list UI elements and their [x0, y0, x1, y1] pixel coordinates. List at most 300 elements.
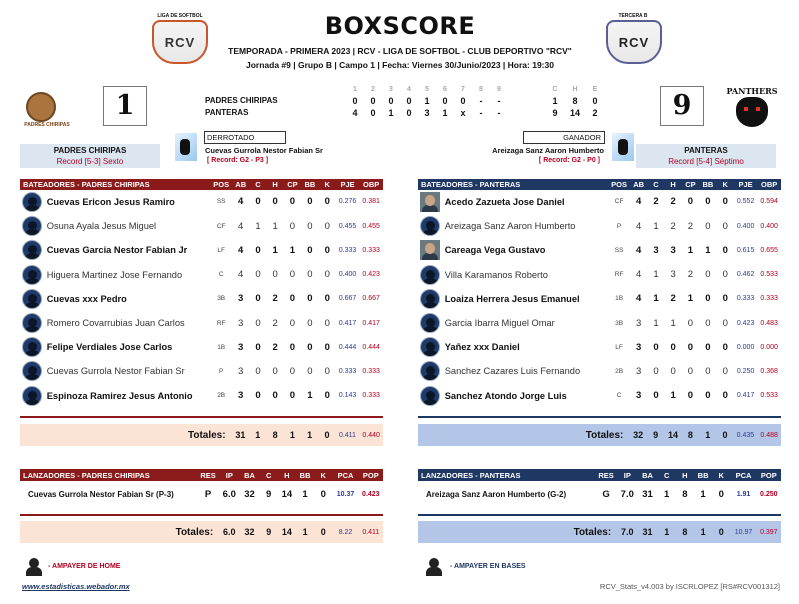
stat-pje: 0.615 [734, 238, 758, 262]
home-batting-divider [418, 416, 781, 418]
player-avatar-icon [22, 240, 42, 260]
stat-cp: 0 [284, 263, 301, 287]
inning-number: 1 [353, 86, 357, 93]
inning-runs: 1 [442, 108, 448, 118]
league-logo-right [606, 20, 662, 64]
stat-h: 1 [267, 214, 284, 238]
player-avatar-icon [22, 386, 42, 406]
stat-cp: 0 [682, 384, 699, 408]
column-header: K [722, 180, 728, 189]
stat-h: 1 [665, 311, 682, 335]
stat-h: 2 [665, 287, 682, 311]
stat-cp: 2 [682, 214, 699, 238]
total-ab: 31 [235, 430, 246, 440]
stat-obp: 0.333 [757, 287, 781, 311]
inning-number: 9 [497, 86, 501, 93]
total-bb: 1 [705, 430, 711, 440]
pitcher-name: Areizaga Sanz Aaron Humberto (G-2) [426, 489, 567, 499]
loser-pitcher-icon [175, 133, 197, 161]
player-avatar-icon [420, 240, 440, 260]
column-header: PJE [738, 180, 753, 189]
rhe-header: E [592, 86, 598, 93]
stat-bb: 1 [699, 238, 717, 262]
hora: Hora: 19:30 [507, 60, 554, 70]
stat-h: 0 [267, 384, 284, 408]
stat-c: 3 [647, 238, 664, 262]
stat-h: 2 [665, 214, 682, 238]
totals-row [20, 521, 383, 543]
umpire-bases-label: - AMPAYER EN BASES [450, 563, 526, 570]
inning-runs: 0 [460, 96, 466, 106]
player-photo [20, 311, 44, 335]
stat-cp: 0 [284, 311, 301, 335]
total-h: 14 [569, 108, 580, 118]
rhe-header: H [572, 86, 578, 93]
table-header-row [418, 469, 781, 481]
player-name: Cuevas Garcia Nestor Fabian Jr [44, 238, 211, 262]
total-k: 0 [320, 527, 326, 537]
home-batting-totals [418, 424, 781, 446]
table-header-row [418, 179, 781, 190]
position: CF [210, 214, 232, 238]
stat-c: 0 [249, 335, 266, 359]
column-header: POP [760, 470, 777, 480]
total-h: 8 [572, 96, 578, 106]
table-row[interactable] [20, 481, 383, 507]
table-header-row [20, 469, 383, 481]
stat-bb: 0 [699, 359, 717, 383]
total-k: 0 [324, 430, 330, 440]
stat-bb: 0 [699, 384, 717, 408]
stat-h: 0 [267, 359, 284, 383]
total-pop: 0.397 [760, 528, 778, 536]
column-header: OBP [761, 180, 778, 189]
stat-c: 1 [664, 488, 670, 500]
away-team-record: Record [5-3] Sexto [56, 157, 124, 166]
player-photo [20, 384, 44, 408]
total-c: 9 [266, 527, 272, 537]
total-c: 1 [552, 96, 558, 106]
total-ba: 31 [642, 527, 653, 537]
stat-bb: 1 [302, 488, 308, 500]
table-row[interactable] [20, 238, 383, 262]
column-header: K [718, 470, 724, 480]
stat-pje: 0.455 [336, 214, 360, 238]
position: 2B [210, 384, 232, 408]
stat-ab: 4 [232, 263, 250, 287]
total-ba: 32 [244, 527, 255, 537]
player-photo [20, 263, 44, 287]
player-name: Espinoza Ramirez Jesus Antonio [44, 384, 211, 408]
stat-k: 0 [319, 190, 336, 214]
column-header: IP [623, 470, 631, 480]
player-avatar-icon [420, 313, 440, 333]
table-row[interactable] [418, 238, 781, 262]
total-c: 1 [255, 430, 261, 440]
jornada: Jornada #9 [246, 60, 291, 70]
totals-label: Totales: [175, 526, 214, 538]
stat-pje: 0.333 [734, 287, 758, 311]
player-avatar-icon [22, 192, 42, 212]
stat-obp: 0.333 [359, 384, 383, 408]
position: CF [608, 190, 630, 214]
stat-h: 0 [267, 190, 284, 214]
total-ip: 6.0 [223, 527, 236, 537]
umpire-home-label: - AMPAYER DE HOME [48, 563, 121, 570]
loser-name: Cuevas Gurrola Nestor Fabian Sr [205, 146, 323, 155]
fecha: Fecha: Viernes 30/Junio/2023 [382, 60, 501, 70]
table-row[interactable] [20, 311, 383, 335]
stat-bb: 0 [301, 311, 319, 335]
player-name: Cuevas xxx Pedro [44, 287, 211, 311]
stat-obp: 0.483 [757, 311, 781, 335]
column-header: RES [200, 470, 216, 480]
player-avatar-icon [420, 265, 440, 285]
position: LF [210, 238, 232, 262]
stat-obp: 0.333 [359, 359, 383, 383]
stat-ip: 7.0 [620, 488, 634, 500]
inning-number: 8 [479, 86, 483, 93]
inning-runs: 0 [370, 96, 376, 106]
umpire-bases-icon [426, 558, 442, 576]
table-row[interactable] [418, 311, 781, 335]
position: SS [210, 190, 232, 214]
stat-pje: 0.423 [734, 311, 758, 335]
column-header: PCA [337, 470, 354, 480]
stat-h: 0 [665, 359, 682, 383]
column-header: C [653, 180, 659, 189]
table-row[interactable] [418, 335, 781, 359]
column-header: AB [633, 180, 645, 189]
inning-runs: - [497, 96, 501, 106]
column-header: BB [304, 180, 316, 189]
stat-k: 0 [319, 311, 336, 335]
inning-runs: - [479, 96, 483, 106]
position: C [608, 384, 630, 408]
column-header: C [663, 470, 670, 480]
stat-cp: 0 [284, 190, 301, 214]
stat-c: 0 [249, 190, 266, 214]
stat-obp: 0.368 [757, 359, 781, 383]
player-avatar-icon [22, 289, 42, 309]
home-team-logo [724, 86, 780, 134]
stat-h: 3 [665, 263, 682, 287]
total-h: 14 [667, 430, 678, 440]
stat-bb: 0 [699, 335, 717, 359]
inning-runs: 3 [424, 108, 430, 118]
column-header: H [682, 470, 688, 480]
table-row[interactable] [20, 214, 383, 238]
player-photo [418, 238, 442, 262]
player-name: Cuevas Gurrola Nestor Fabian Sr [44, 359, 211, 383]
table-row[interactable] [20, 263, 383, 287]
position: RF [608, 263, 630, 287]
player-photo [20, 335, 44, 359]
stat-ip: 6.0 [222, 488, 236, 500]
table-row[interactable] [20, 359, 383, 383]
stat-cp: 0 [284, 384, 301, 408]
stat-pje: 0.000 [734, 335, 758, 359]
table-title: LANZADORES - PADRES CHIRIPAS [23, 470, 150, 480]
stat-ba: 31 [642, 488, 653, 500]
stat-c: 0 [249, 238, 266, 262]
stat-ab: 4 [630, 190, 648, 214]
stat-cp: 0 [284, 359, 301, 383]
stat-bb: 1 [301, 384, 319, 408]
player-photo [418, 311, 442, 335]
position: SS [608, 238, 630, 262]
stat-pje: 0.333 [336, 359, 360, 383]
stat-cp: 0 [284, 287, 301, 311]
total-h: 14 [281, 527, 292, 537]
inning-runs: - [479, 108, 483, 118]
stat-k: 0 [319, 384, 336, 408]
table-row[interactable] [20, 190, 383, 214]
stat-c: 0 [249, 263, 266, 287]
stat-pje: 0.552 [734, 190, 758, 214]
column-header: AB [235, 180, 247, 189]
totals-label: Totales: [573, 526, 612, 538]
stat-pje: 0.667 [336, 287, 360, 311]
league-caption-right: TERCERA B [618, 13, 648, 19]
winner-label: GANADOR [523, 131, 605, 144]
table-row[interactable] [20, 384, 383, 408]
total-ab: 32 [633, 430, 644, 440]
stat-ab: 4 [630, 287, 648, 311]
player-name: Cuevas Ericon Jesus Ramiro [44, 190, 211, 214]
total-pop: 0.411 [362, 528, 380, 536]
inning-runs: 0 [352, 96, 358, 106]
away-logo-text: PADRES CHIRIPAS [24, 122, 70, 128]
table-row[interactable] [418, 384, 781, 408]
stat-ab: 4 [232, 238, 250, 262]
stat-pje: 0.333 [336, 238, 360, 262]
league-caption-left: LIGA DE SOFTBOL [157, 13, 203, 19]
player-name: Romero Covarrubias Juan Carlos [44, 311, 211, 335]
column-header: BB [299, 470, 311, 480]
column-header: C [255, 180, 261, 189]
inning-runs: 1 [424, 96, 430, 106]
totals-row [418, 521, 781, 543]
stat-c: 1 [647, 311, 664, 335]
player-avatar-icon [22, 265, 42, 285]
player-avatar-icon [22, 361, 42, 381]
stat-c: 0 [249, 287, 266, 311]
position: P [210, 359, 232, 383]
stat-ab: 4 [232, 214, 250, 238]
player-photo [418, 359, 442, 383]
position: RF [210, 311, 232, 335]
loser-record: [ Record: G2 - P3 ] [207, 157, 269, 164]
stat-pje: 0.276 [336, 190, 360, 214]
stat-obp: 0.000 [757, 335, 781, 359]
player-photo [418, 335, 442, 359]
home-batting-table [418, 179, 781, 408]
table-row[interactable] [20, 287, 383, 311]
total-pje: 0.435 [736, 431, 755, 439]
player-photo [418, 190, 442, 214]
inning-runs: 0 [406, 96, 412, 106]
home-pitching-divider [418, 514, 781, 516]
column-header: BB [702, 180, 714, 189]
stat-pje: 0.417 [734, 384, 758, 408]
stat-bb: 0 [699, 214, 717, 238]
column-header: K [324, 180, 330, 189]
column-header: POS [213, 180, 230, 189]
player-name: Areizaga Sanz Aaron Humberto [442, 214, 609, 238]
player-name: Garcia Ibarra Miguel Omar [442, 311, 609, 335]
player-photo [418, 287, 442, 311]
table-row[interactable] [418, 287, 781, 311]
player-photo [20, 287, 44, 311]
stat-bb: 0 [301, 214, 319, 238]
stat-h: 1 [665, 384, 682, 408]
stat-c: 1 [647, 287, 664, 311]
player-photo [20, 238, 44, 262]
away-team-name: PADRES CHIRIPAS [53, 146, 127, 155]
totals-label: Totales: [187, 429, 226, 441]
stat-ab: 3 [630, 384, 648, 408]
inning-runs: 0 [370, 108, 376, 118]
panther-eyes-icon [744, 107, 760, 111]
stat-c: 1 [647, 263, 664, 287]
pitcher-name: Cuevas Gurrola Nestor Fabian Sr (P-3) [28, 489, 174, 499]
column-header: H [284, 470, 290, 480]
total-pje: 0.411 [338, 431, 356, 439]
away-batting-totals [20, 424, 383, 446]
away-batting-divider [20, 416, 383, 418]
player-avatar-icon [22, 216, 42, 236]
away-pitching-table [20, 469, 383, 507]
league-logo-left [152, 20, 208, 64]
player-name: Osuna Ayala Jesus Miguel [44, 214, 211, 238]
totals-label: Totales: [585, 429, 624, 441]
stat-c: 0 [647, 384, 664, 408]
stat-c: 9 [266, 488, 272, 500]
stat-k: 0 [319, 238, 336, 262]
position: C [210, 263, 232, 287]
stat-bb: 0 [699, 190, 717, 214]
linescore-team-name: PADRES CHIRIPAS [205, 96, 278, 105]
website-link[interactable]: www.estadisticas.webador.mx [22, 582, 130, 591]
stat-h: 0 [267, 263, 284, 287]
table-row[interactable] [20, 335, 383, 359]
player-name: Loaiza Herrera Jesus Emanuel [442, 287, 609, 311]
table-row[interactable] [418, 214, 781, 238]
total-h: 8 [682, 527, 688, 537]
stat-obp: 0.381 [359, 190, 383, 214]
stat-h: 2 [665, 190, 682, 214]
column-header: RES [598, 470, 614, 480]
stat-cp: 0 [284, 214, 301, 238]
away-team-header [20, 144, 160, 168]
player-avatar-icon [420, 361, 440, 381]
table-title: LANZADORES - PANTERAS [421, 470, 521, 480]
position: LF [608, 335, 630, 359]
stat-ab: 3 [232, 384, 250, 408]
stat-k: 0 [319, 359, 336, 383]
stat-pop: 0.423 [362, 490, 380, 498]
inning-runs: 0 [442, 96, 448, 106]
umpire-home-icon [26, 558, 42, 576]
stat-res: P [204, 488, 212, 500]
player-name: Careaga Vega Gustavo [442, 238, 609, 262]
position: 2B [608, 359, 630, 383]
player-avatar-icon [420, 337, 440, 357]
inning-runs: 0 [388, 96, 394, 106]
totals-row [20, 424, 383, 446]
stat-pje: 0.143 [336, 384, 360, 408]
player-photo [20, 190, 44, 214]
stat-k: 0 [717, 263, 734, 287]
inning-number: 5 [425, 86, 429, 93]
position: 3B [608, 311, 630, 335]
inning-number: 7 [461, 86, 465, 93]
stat-obp: 0.533 [757, 384, 781, 408]
column-header: CP [685, 180, 696, 189]
stat-obp: 0.400 [757, 214, 781, 238]
loser-label: DERROTADO [204, 131, 286, 144]
stat-k: 0 [717, 214, 734, 238]
inning-runs: x [460, 108, 466, 118]
stat-bb: 0 [301, 335, 319, 359]
column-header: POS [611, 180, 627, 189]
stat-obp: 0.655 [757, 238, 781, 262]
table-row[interactable] [418, 263, 781, 287]
stat-cp: 0 [682, 359, 699, 383]
table-title: BATEADORES - PADRES CHIRIPAS [23, 180, 150, 189]
panther-head-icon [736, 97, 768, 127]
total-pca: 10.97 [734, 528, 753, 536]
stat-k: 0 [717, 190, 734, 214]
stat-k: 0 [717, 238, 734, 262]
stat-cp: 1 [682, 287, 699, 311]
season-line: TEMPORADA - PRIMERA 2023 | RCV - LIGA DE SOFTBOL - CLUB DEPORTIVO "RCV" [228, 46, 572, 56]
stat-obp: 0.533 [757, 263, 781, 287]
player-name: Felipe Verdiales Jose Carlos [44, 335, 211, 359]
total-bb: 1 [307, 430, 313, 440]
stat-ab: 3 [630, 311, 648, 335]
table-row[interactable] [418, 190, 781, 214]
stat-h: 2 [267, 287, 284, 311]
player-photo [20, 359, 44, 383]
inning-number: 2 [371, 86, 375, 93]
home-pitching-totals [418, 521, 781, 543]
total-c: 9 [552, 108, 558, 118]
total-bb: 1 [700, 527, 706, 537]
stat-h: 0 [665, 335, 682, 359]
stat-k: 0 [717, 359, 734, 383]
column-header: IP [225, 470, 233, 480]
total-c: 9 [653, 430, 659, 440]
stat-ab: 4 [630, 263, 648, 287]
table-row[interactable] [418, 481, 781, 507]
game-info-line: Jornada #9 | Grupo B | Campo 1 | Fecha: Viernes 30/Junio/2023 | Hora: 19:30 [246, 60, 554, 70]
stat-bb: 0 [699, 287, 717, 311]
column-header: BA [244, 470, 255, 480]
home-logo-text: PANTHERS [726, 86, 778, 96]
stat-ab: 3 [232, 335, 250, 359]
stat-cp: 0 [682, 190, 699, 214]
total-k: 0 [722, 430, 728, 440]
total-k: 0 [718, 527, 724, 537]
player-photo [20, 214, 44, 238]
inning-number: 3 [389, 86, 393, 93]
inning-runs: - [497, 108, 501, 118]
table-row[interactable] [418, 359, 781, 383]
home-score: 9 [660, 86, 704, 126]
stat-obp: 0.333 [359, 238, 383, 262]
